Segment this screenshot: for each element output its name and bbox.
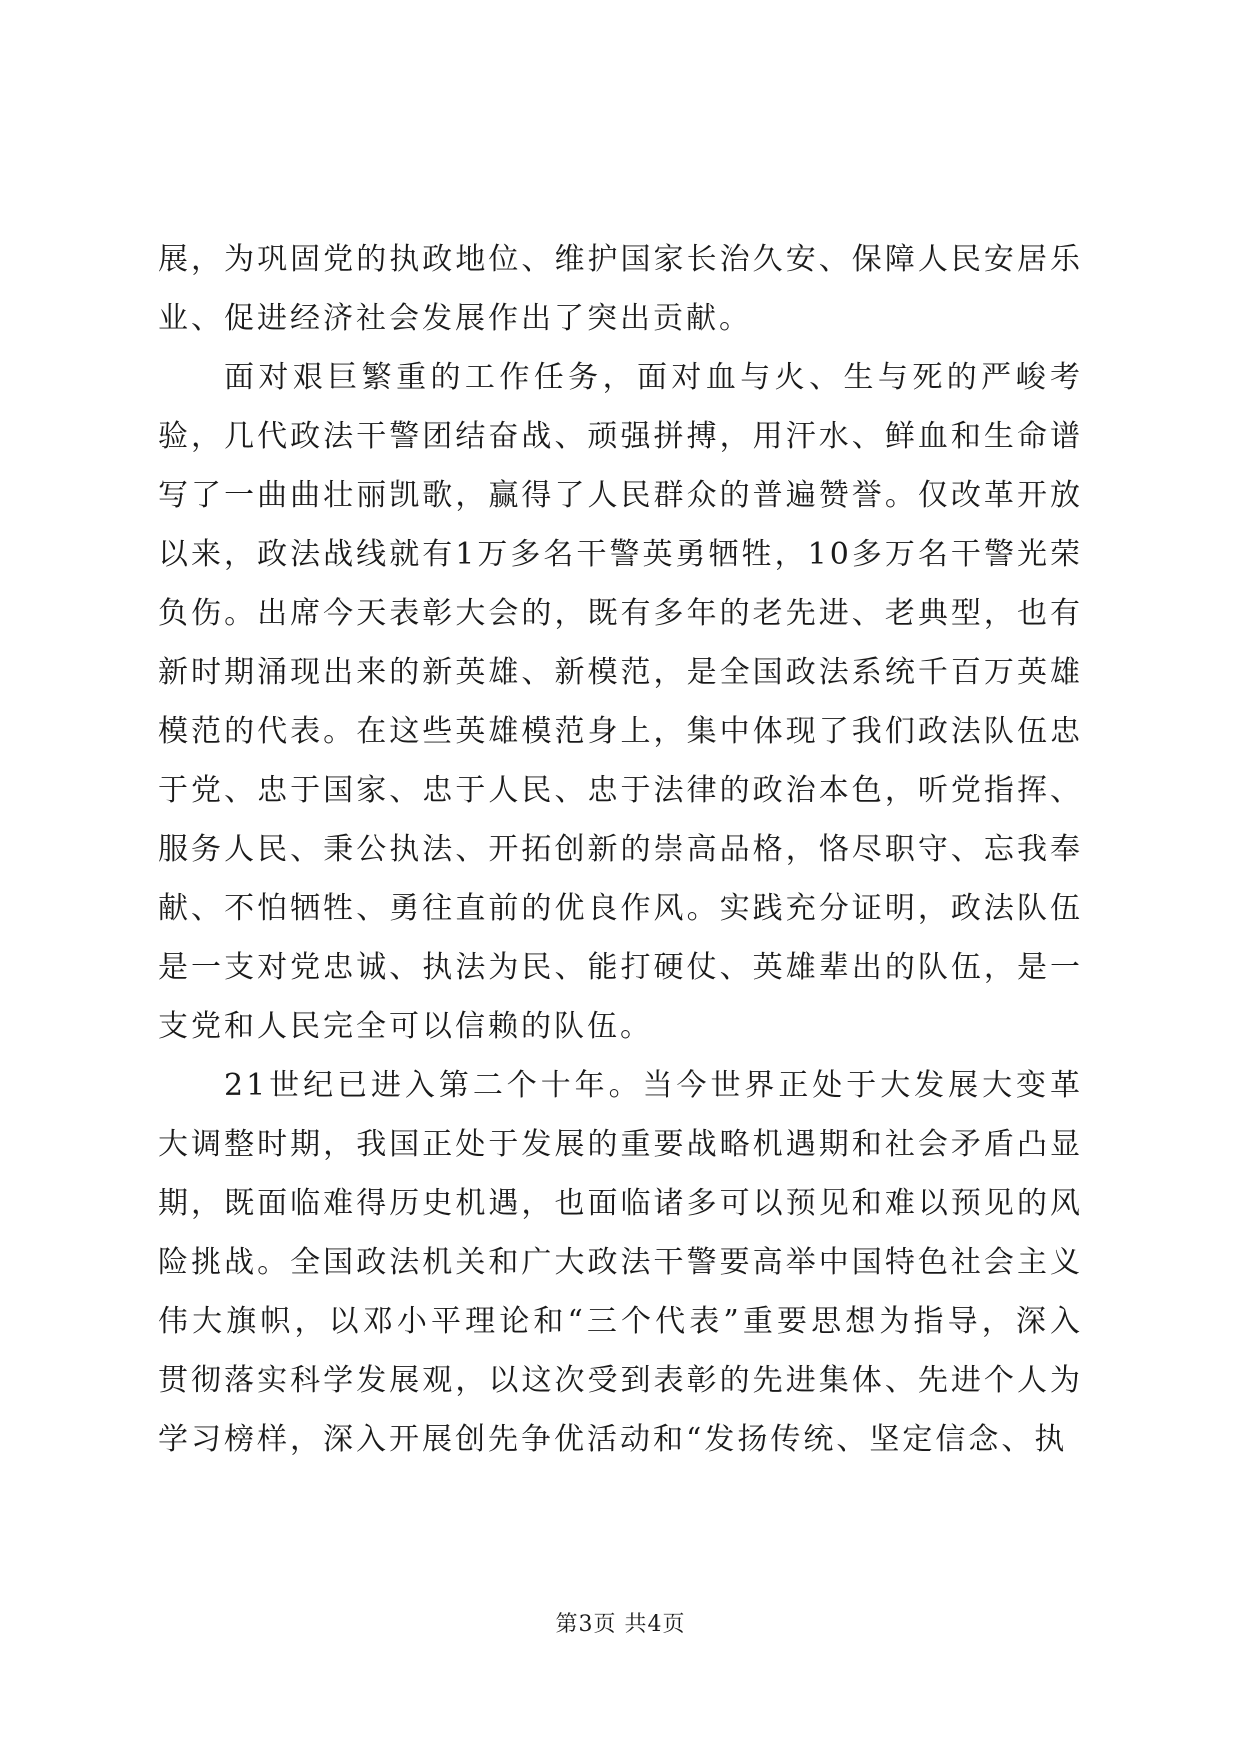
paragraph-1: 展，为巩固党的执政地位、维护国家长治久安、保障人民安居乐业、促进经济社会发展作出了突出贡献。 (158, 242, 1083, 336)
paragraph-2: 面对艰巨繁重的工作任务，面对血与火、生与死的严峻考验，几代政法干警团结奋战、顽强拼搏，用汗水、鲜血和生命谱写了一曲曲壮丽凯歌，赢得了人民群众的普遍赞誉。仅改革开放以来，政法战线就有1万多名干警英勇牺牲，10多万名干警光荣负伤。出席今天表彰大会的，既有多年的老先进、老典型，也有新时期涌现出来的新英雄、新模范，是全国政法系统千百万英雄模范的代表。在这些英雄模范身上，集中体现了我们政法队伍忠于党、忠于国家、忠于人民、忠于法律的政治本色，听党指挥、服务人民、秉公执法、开拓创新的崇高品格，恪尽职守、忘我奉献、不怕牺牲、勇往直前的优良作风。实践充分证明，政法队伍是一支对党忠诚、执法为民、能打硬仗、英雄辈出的队伍，是一支党和人民完全可以信赖的队伍。 (158, 360, 1083, 1044)
page-number-footer: 第3页 共4页 (555, 1612, 686, 1637)
paragraph-3: 21世纪已进入第二个十年。当今世界正处于大发展大变革大调整时期，我国正处于发展的重要战略机遇期和社会矛盾凸显期，既面临难得历史机遇，也面临诸多可以预见和难以预见的风险挑战。全国政法机关和广大政法干警要高举中国特色社会主义伟大旗帜，以邓小平理论和“三个代表”重要思想为指导，深入贯彻落实科学发展观，以这次受到表彰的先进集体、先进个人为学习榜样，深入开展创先争优活动和“发扬传统、坚定信念、执 (158, 1068, 1083, 1457)
body-text (158, 230, 1083, 1469)
